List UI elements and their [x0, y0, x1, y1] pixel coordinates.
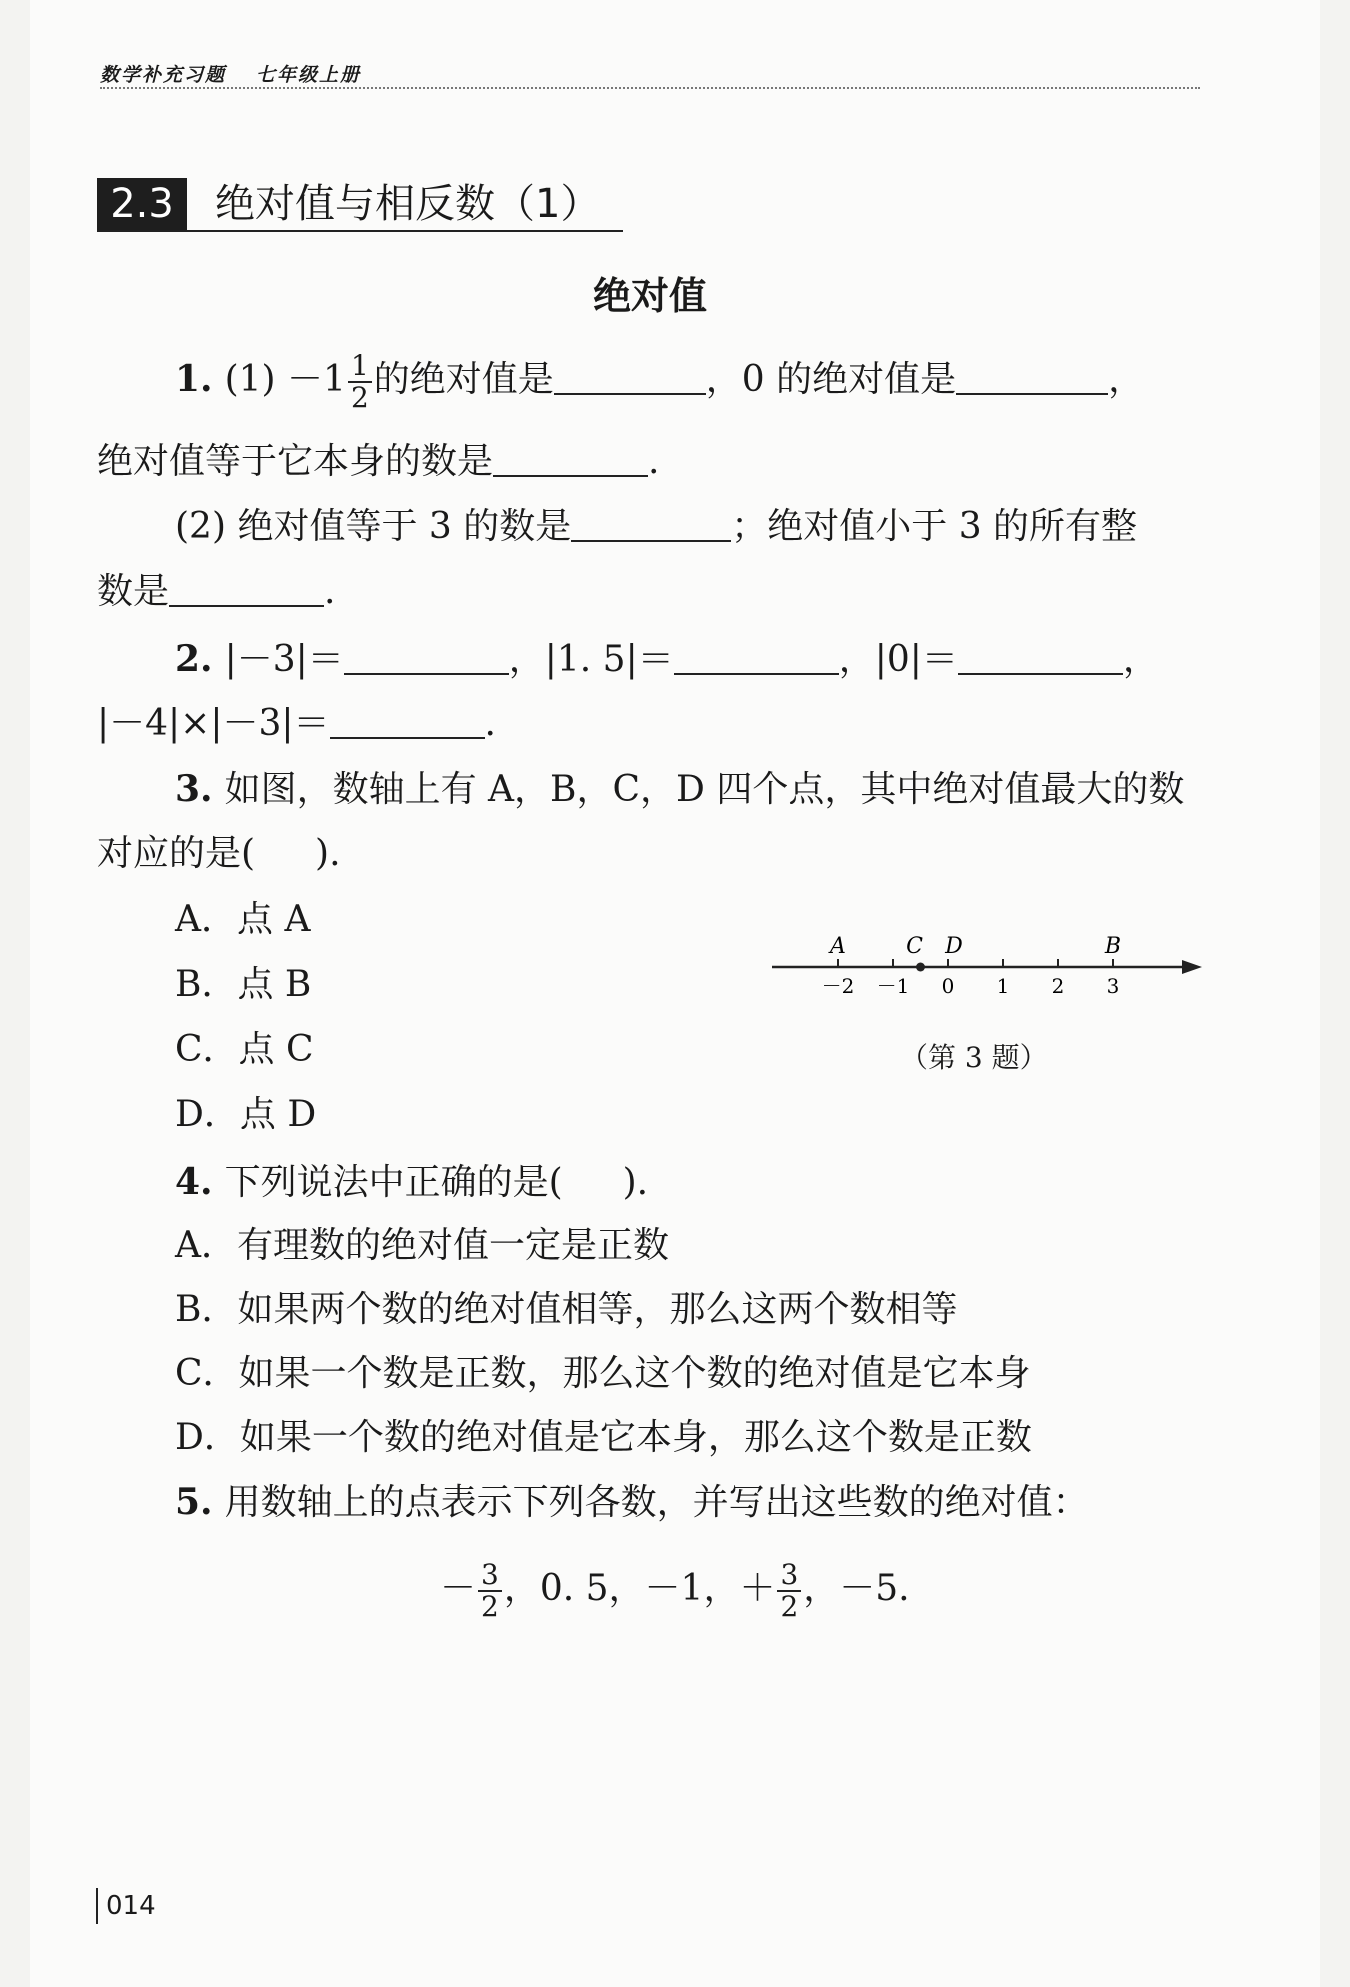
- book-title: 数学补充习题: [100, 64, 227, 86]
- q4-option-c[interactable]: [175, 1352, 1031, 1396]
- q4-stem-end: ).: [622, 1162, 649, 1203]
- q3-stem1: 如图，数轴上有 A，B，C，D 四个点，其中绝对值最大的数: [224, 769, 1185, 810]
- q5-fraction1-numerator: 3: [478, 1560, 502, 1592]
- q3-option-d-text: 点 D: [239, 1094, 317, 1135]
- q4-option-b-label: B．: [175, 1289, 238, 1330]
- q5-tail: ，－5.: [803, 1568, 910, 1609]
- q3-stem2: 对应的是(: [97, 833, 256, 874]
- q2-line2: [97, 702, 496, 746]
- q1-text3: ，: [1108, 359, 1145, 400]
- q5-number: 5.: [175, 1481, 213, 1523]
- q5-fraction2-numerator: 3: [777, 1560, 801, 1592]
- q2-expr5: |－4|×|－3|＝: [97, 703, 330, 744]
- q1-number: 1.: [175, 358, 213, 400]
- q5-middle: ，0. 5，－1，＋: [503, 1568, 776, 1609]
- section-heading: [97, 178, 623, 232]
- running-header: [100, 60, 1200, 87]
- section-title: 绝对值与相反数（1）: [215, 181, 601, 227]
- q2-line1: [175, 637, 1159, 682]
- axis-tick-label: －2: [821, 974, 855, 998]
- volume-title: 七年级上册: [256, 64, 362, 86]
- header-divider: [100, 87, 1200, 89]
- q5-sign1: －: [440, 1568, 477, 1609]
- q2-blank3[interactable]: [958, 641, 1123, 675]
- q1-blank4[interactable]: [571, 508, 731, 542]
- q1-line1: [175, 351, 1144, 413]
- q2-expr2: ，|1. 5|＝: [508, 639, 674, 680]
- number-line-figure: [770, 925, 1210, 1005]
- q2-expr3: ，|0|＝: [838, 639, 958, 680]
- q3-option-a-label: A．: [175, 899, 237, 940]
- q4-line1: [175, 1160, 648, 1205]
- q1-fraction-numerator: 1: [348, 351, 372, 383]
- axis-tick-label: 0: [941, 974, 955, 998]
- q4-option-b-text: 如果两个数的绝对值相等，那么这两个数相等: [237, 1289, 958, 1330]
- q1-text2: ，0 的绝对值是: [705, 359, 957, 400]
- point-c-dot: [916, 963, 925, 972]
- axis-tick-label: －1: [876, 974, 910, 998]
- q3-option-b-label: B．: [175, 964, 238, 1005]
- q5-fraction2-denominator: 2: [780, 1590, 799, 1623]
- q1-part2-label: (2): [175, 506, 226, 547]
- q3-option-b[interactable]: [175, 963, 311, 1007]
- q1-blank1[interactable]: [554, 361, 706, 395]
- q3-line2: [97, 832, 341, 876]
- q4-option-d[interactable]: [175, 1416, 1032, 1460]
- point-c-label: C: [906, 934, 923, 959]
- q4-number: 4.: [175, 1161, 213, 1203]
- q2-blank2[interactable]: [674, 641, 839, 675]
- point-a-label: A: [830, 934, 846, 959]
- q1-text4: 绝对值等于 3 的数是: [237, 506, 572, 547]
- q1-line2-end: .: [648, 441, 660, 482]
- q1-blank3[interactable]: [493, 443, 648, 477]
- q3-option-c-text: 点 C: [238, 1029, 314, 1070]
- q5-line1: [175, 1480, 1089, 1525]
- point-b-label: B: [1104, 934, 1122, 959]
- q3-option-b-text: 点 B: [237, 964, 312, 1005]
- q5-fraction1-denominator: 2: [481, 1590, 499, 1623]
- axis-tick-label: 1: [996, 974, 1010, 998]
- q1-line3: [175, 505, 1137, 549]
- q4-option-c-text: 如果一个数是正数，那么这个数的绝对值是它本身: [238, 1353, 1031, 1394]
- q1-text1: 的绝对值是: [373, 359, 554, 400]
- q5-fraction1: [478, 1560, 502, 1622]
- q5-stem: 用数轴上的点表示下列各数，并写出这些数的绝对值：: [224, 1482, 1089, 1523]
- q2-number: 2.: [175, 638, 213, 680]
- q3-option-d[interactable]: [175, 1093, 316, 1137]
- q3-option-c[interactable]: [175, 1028, 314, 1072]
- q4-option-d-text: 如果一个数的绝对值是它本身，那么这个数是正数: [239, 1417, 1032, 1458]
- q4-option-c-label: C．: [175, 1353, 239, 1394]
- q1-line2: [97, 440, 659, 484]
- q4-option-a[interactable]: [175, 1224, 669, 1268]
- q3-option-d-label: D．: [175, 1094, 240, 1135]
- q5-numbers: [440, 1560, 910, 1622]
- q1-part1-label: (1): [224, 359, 276, 400]
- q4-option-a-text: 有理数的绝对值一定是正数: [237, 1225, 670, 1266]
- q2-expr4: ，: [1122, 639, 1159, 680]
- q3-option-a[interactable]: [175, 898, 310, 942]
- q3-option-a-text: 点 A: [237, 899, 311, 940]
- q1-fraction: [348, 351, 372, 413]
- q4-stem: 下列说法中正确的是(: [224, 1162, 563, 1203]
- q1-line2-text: 绝对值等于它本身的数是: [97, 441, 494, 482]
- q3-line1: [175, 767, 1184, 812]
- q2-expr6: .: [484, 703, 496, 744]
- axis-tick-label: 2: [1051, 974, 1065, 998]
- page-number: 014: [96, 1888, 156, 1924]
- q1-blank5[interactable]: [169, 573, 324, 607]
- q1-line4: [97, 570, 335, 614]
- point-d-label: D: [945, 934, 963, 959]
- q3-stem2-end: ).: [315, 833, 341, 874]
- q3-figure-caption: （第 3 题）: [900, 1041, 1048, 1074]
- q1-mixed-whole: －1: [287, 359, 346, 400]
- subsection-title: 绝对值: [592, 274, 707, 318]
- q1-fraction-denominator: 2: [350, 381, 369, 414]
- q3-option-c-label: C．: [175, 1029, 239, 1070]
- number-line-arrow-icon: [1182, 960, 1202, 974]
- q1-line4-text: 数是: [97, 571, 170, 612]
- q5-fraction2: [777, 1560, 801, 1622]
- q3-number: 3.: [175, 768, 213, 810]
- q1-line4-end: .: [324, 571, 336, 612]
- q1-text5: ；绝对值小于 3 的所有整: [731, 506, 1138, 547]
- q2-blank1[interactable]: [344, 641, 509, 675]
- q2-blank4[interactable]: [330, 705, 485, 739]
- section-number: 2.3: [97, 178, 187, 230]
- q4-option-b[interactable]: [175, 1288, 957, 1332]
- q2-expr1: |－3|＝: [224, 639, 344, 680]
- q1-blank2[interactable]: [956, 361, 1108, 395]
- axis-tick-label: 3: [1106, 974, 1120, 998]
- q4-option-d-label: D．: [175, 1417, 240, 1458]
- q4-option-a-label: A．: [175, 1225, 237, 1266]
